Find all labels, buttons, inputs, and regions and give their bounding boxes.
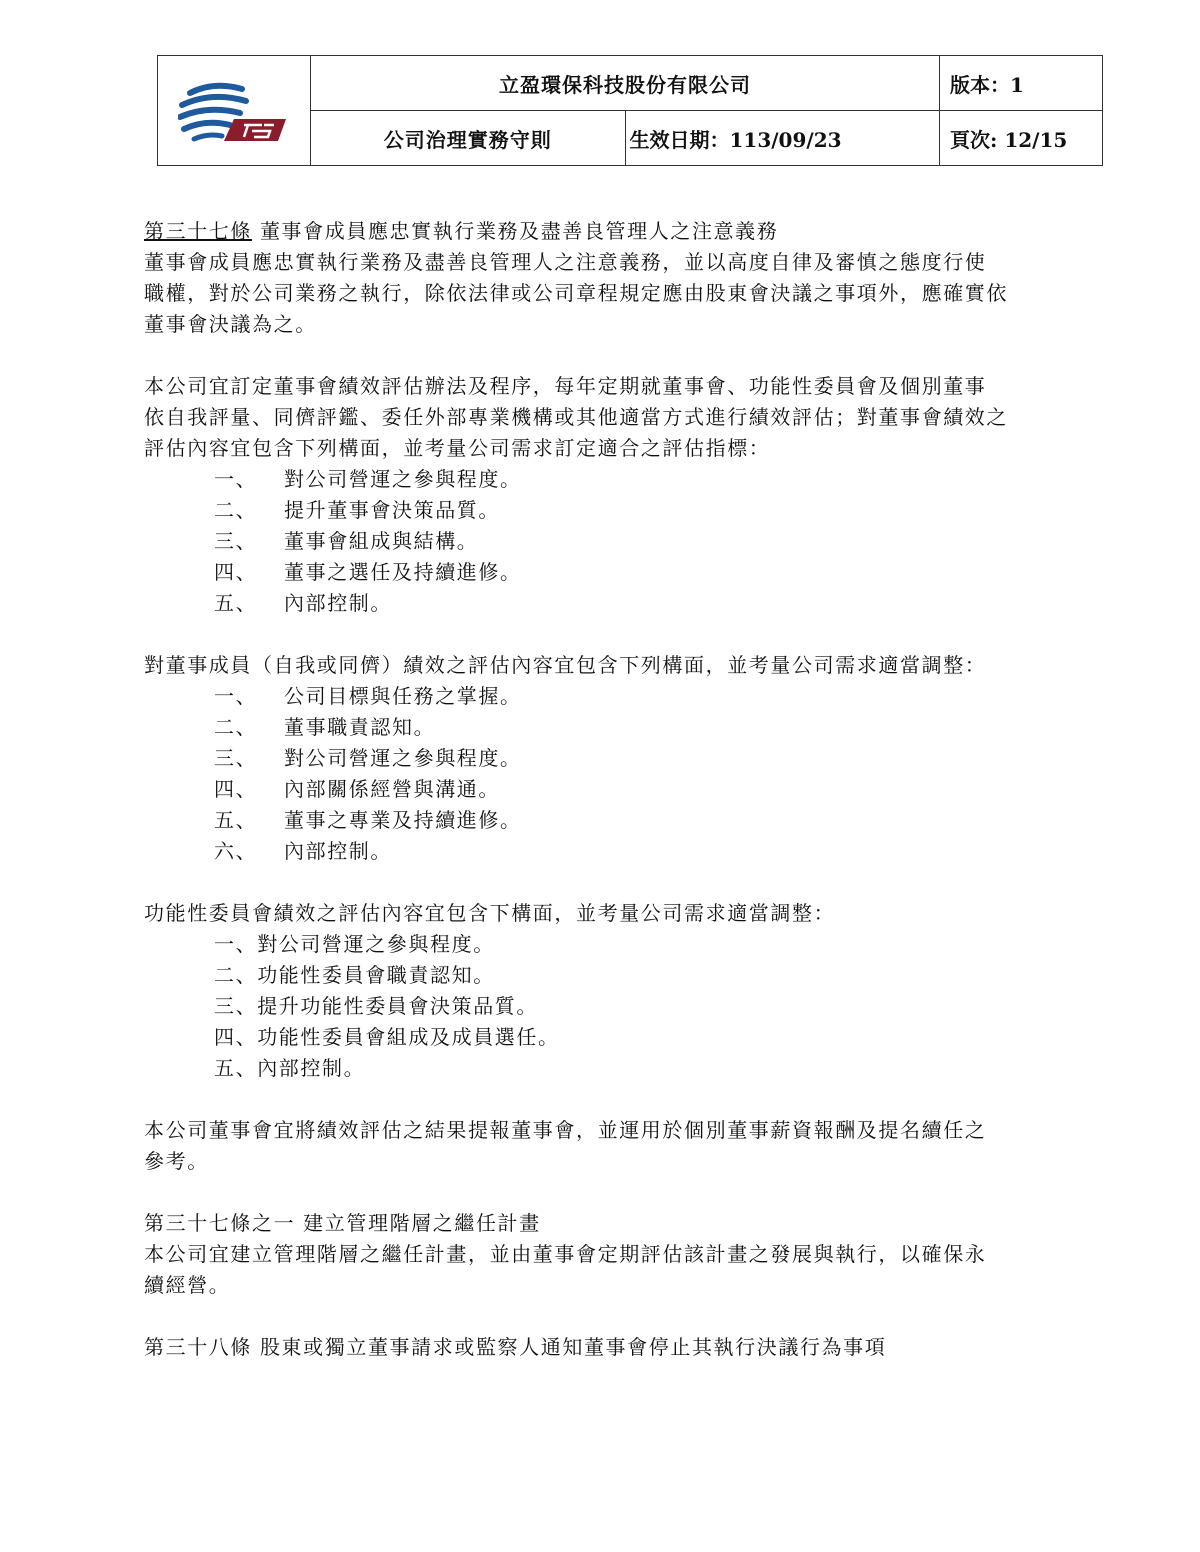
document-header: [157, 55, 1103, 166]
company-name: 立盈環保科技股份有限公司: [311, 56, 940, 111]
version-label: 版本：1: [940, 56, 1103, 111]
document-body: [144, 216, 1074, 1363]
committee-criteria-intro: 功能性委員會績效之評估內容宜包含下構面，並考量公司需求適當調整：: [144, 901, 836, 925]
committee-criteria-item: 三、提升功能性委員會決策品質。: [214, 994, 538, 1018]
member-criteria-item: 六、 內部控制。: [214, 839, 392, 863]
committee-criteria-item: 五、內部控制。: [214, 1056, 366, 1080]
document-title: 公司治理實務守則: [311, 111, 626, 166]
board-criteria-item: 一、 對公司營運之參與程度。: [214, 467, 522, 491]
paragraph-line: 評估內容宜包含下列構面，並考量公司需求訂定適合之評估指標：: [144, 436, 771, 460]
article-37-1-heading: 第三十七條之一 建立管理階層之繼任計畫: [144, 1211, 541, 1235]
paragraph-line: 董事會決議為之。: [144, 312, 317, 336]
page-number: 頁次: 12/15: [940, 111, 1103, 166]
board-criteria-item: 三、 董事會組成與結構。: [214, 529, 479, 553]
member-criteria-item: 四、 內部關係經營與溝通。: [214, 777, 500, 801]
member-criteria-item: 二、 董事職責認知。: [214, 715, 436, 739]
article-37-heading: [144, 216, 1074, 247]
committee-criteria-item: 二、功能性委員會職責認知。: [214, 963, 495, 987]
member-criteria-intro: 對董事成員（自我或同儕）績效之評估內容宜包含下列構面，並考量公司需求適當調整：: [144, 653, 987, 677]
member-criteria-item: 一、 公司目標與任務之掌握。: [214, 684, 522, 708]
member-criteria-item: 三、 對公司營運之參與程度。: [214, 746, 522, 770]
company-logo-icon: [178, 79, 290, 143]
paragraph-line: 續經營。: [144, 1273, 231, 1297]
paragraph-line: 本公司宜訂定董事會績效評估辦法及程序，每年定期就董事會、功能性委員會及個別董事: [144, 374, 987, 398]
board-criteria-item: 四、 董事之選任及持續進修。: [214, 560, 522, 584]
paragraph-line: 職權，對於公司業務之執行，除依法律或公司章程規定應由股東會決議之事項外，應確實依: [144, 281, 1008, 305]
paragraph-line: 參考。: [144, 1149, 209, 1173]
paragraph-line: 依自我評量、同儕評鑑、委任外部專業機構或其他適當方式進行績效評估；對董事會績效之: [144, 405, 1008, 429]
board-criteria-item: 二、 提升董事會決策品質。: [214, 498, 500, 522]
article-38-heading: 第三十八條 股東或獨立董事請求或監察人通知董事會停止其執行決議行為事項: [144, 1335, 887, 1359]
paragraph-line: 本公司董事會宜將績效評估之結果提報董事會，並運用於個別董事薪資報酬及提名續任之: [144, 1118, 987, 1142]
effective-date: 生效日期：113/09/23: [625, 111, 940, 166]
member-criteria-item: 五、 董事之專業及持續進修。: [214, 808, 522, 832]
paragraph-line: 本公司宜建立管理階層之繼任計畫，並由董事會定期評估該計畫之發展與執行，以確保永: [144, 1242, 987, 1266]
committee-criteria-item: 四、功能性委員會組成及成員選任。: [214, 1025, 560, 1049]
board-criteria-item: 五、 內部控制。: [214, 591, 392, 615]
committee-criteria-item: 一、對公司營運之參與程度。: [214, 932, 495, 956]
logo-cell: [158, 56, 311, 166]
paragraph-line: 董事會成員應忠實執行業務及盡善良管理人之注意義務，並以高度自律及審慎之態度行使: [144, 250, 987, 274]
article-37-number: 第三十七條: [144, 219, 252, 243]
article-37-title: 董事會成員應忠實執行業務及盡善良管理人之注意義務: [252, 219, 779, 243]
